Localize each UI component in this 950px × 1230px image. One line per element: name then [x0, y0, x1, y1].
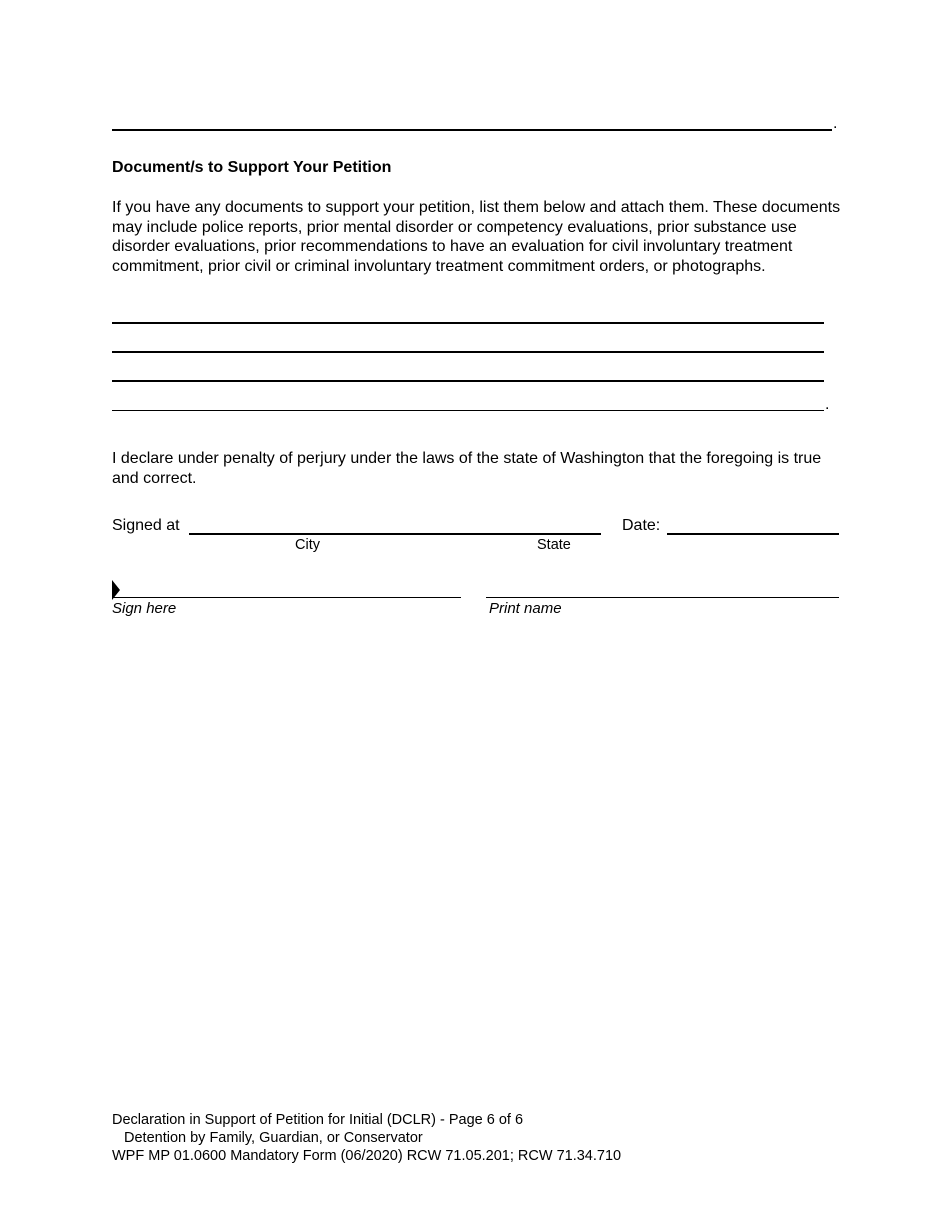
footer-form-reference: WPF MP 01.0600 Mandatory Form (06/2020) RCW 71.05.201; RCW 71.34.710	[112, 1148, 622, 1164]
date-line[interactable]	[667, 533, 839, 535]
signed-at-city-state-line[interactable]	[189, 533, 601, 535]
instructions-paragraph: If you have any documents to support your petition, list them below and attach them. These documents may include police reports, prior mental disorder or competency evaluations, prior substance use disorder evaluations, prior recommendations to have an evaluation for civil involuntary treatment commitment, prior civil or criminal involuntary treatment commitment orders, or photographs.	[112, 199, 841, 275]
state-label: State	[537, 537, 571, 553]
city-label: City	[295, 537, 320, 553]
section-heading: Document/s to Support Your Petition	[112, 159, 392, 176]
document-list-end-period: .	[825, 396, 830, 413]
footer-title-line: Declaration in Support of Petition for Initial (DCLR) - Page 6 of 6	[112, 1112, 524, 1128]
print-name-label: Print name	[489, 600, 562, 617]
document-list-line-1[interactable]	[112, 322, 824, 324]
document-list-line-4[interactable]	[112, 410, 824, 411]
print-name-line[interactable]	[486, 597, 839, 598]
document-list-line-3[interactable]	[112, 380, 824, 382]
footer-subtitle-line: Detention by Family, Guardian, or Conservator	[124, 1130, 423, 1146]
sign-here-label: Sign here	[112, 600, 177, 617]
document-list-line-2[interactable]	[112, 351, 824, 353]
date-label: Date:	[622, 517, 661, 534]
line-end-period: .	[833, 115, 838, 132]
signed-at-label: Signed at	[112, 517, 180, 534]
signature-line[interactable]	[112, 597, 461, 598]
perjury-declaration: I declare under penalty of perjury under the laws of the state of Washington that the foregoing is true and correct.	[112, 450, 822, 487]
continuation-answer-line[interactable]	[112, 129, 832, 131]
